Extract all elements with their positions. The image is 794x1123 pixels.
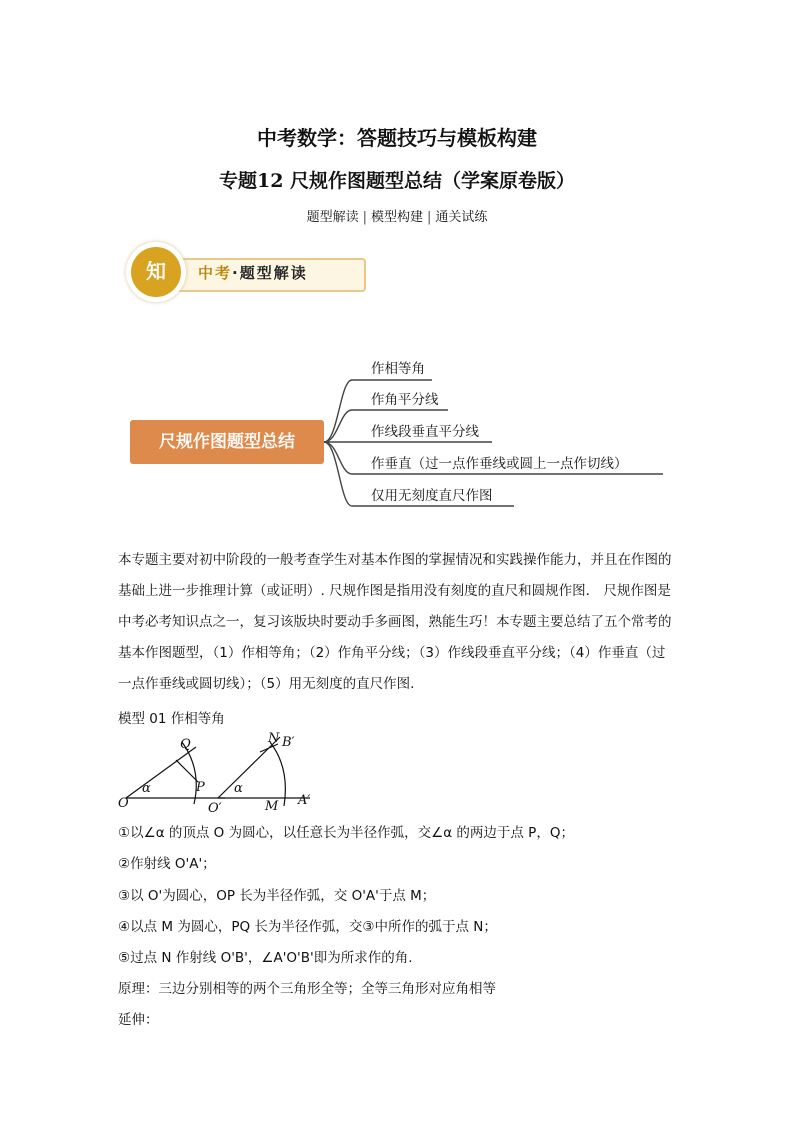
- connector-5: [324, 442, 352, 506]
- document-subtitle: 专题12 尺规作图题型总结（学案原卷版）: [218, 170, 576, 192]
- mindmap-branch-2: 作角平分线: [371, 392, 439, 408]
- step-4: ④以点 M 为圆心，PQ 长为半径作弧，交③中所作的弧于点 N；: [118, 919, 497, 935]
- document-title: 中考数学：答题技巧与模板构建: [257, 126, 537, 150]
- mindmap-branch-4: 作垂直（过一点作垂线或圆上一点作切线）: [371, 456, 628, 472]
- label-m: M: [265, 799, 279, 814]
- nav-item-model: 模型构建: [370, 210, 423, 225]
- mindmap-branch-1: 作相等角: [371, 361, 425, 377]
- label-p: P: [196, 780, 205, 795]
- section-nav: 题型解读 | 模型构建 | 通关试练: [306, 210, 488, 225]
- step-5: ⑤过点 N 作射线 O'B'，∠A'O'B'即为所求作的角.: [118, 950, 413, 966]
- right-ray-side: [218, 737, 280, 798]
- mindmap-root: 尺规作图题型总结: [130, 420, 324, 464]
- extension-label: 延伸：: [118, 1012, 159, 1028]
- section-banner: [126, 242, 366, 302]
- model-heading: 模型 01 作相等角: [118, 711, 225, 727]
- nav-item-interpretation: 题型解读: [306, 210, 359, 225]
- principle-text: 原理：三边分别相等的两个三角形全等；全等三角形对应角相等: [118, 981, 496, 997]
- label-q: Q: [180, 737, 191, 752]
- label-alpha-right: α: [234, 781, 243, 796]
- left-ray-side: [126, 747, 196, 798]
- label-o-prime: O′: [208, 801, 222, 816]
- label-a-prime: A′: [298, 793, 311, 808]
- right-arc: [270, 742, 285, 806]
- mindmap-branch-3: 作线段垂直平分线: [371, 424, 479, 440]
- label-alpha-left: α: [142, 781, 151, 796]
- step-1: ①以∠α 的顶点 O 为圆心，以任意长为半径作弧，交∠α 的两边于点 P，Q；: [118, 825, 574, 841]
- connector-1: [324, 380, 352, 442]
- label-o: O: [118, 796, 129, 811]
- label-b-prime: B′: [282, 735, 295, 750]
- step-3: ③以 O'为圆心，OP 长为半径作弧，交 O'A'于点 M；: [118, 888, 436, 904]
- connector-2: [324, 410, 352, 442]
- banner-label: 中考·题型解读: [198, 264, 308, 282]
- intro-paragraph: 本专题主要对初中阶段的一般考查学生对基本作图的掌握情况和实践操作能力，并且在作图的基础上进一步推理计算（或证明）. 尺规作图是指用没有刻度的直尺和圆规作图． 尺规作图是中考必考知识点之一，复习该版块时要动手多画图，熟能生巧！本专题主要总结了五个常考的基本作图题型，（1）作相等角；（2）作角平分线；（3）作线段垂直平分线；（4）作垂直（过一点作垂线或圆切线）；（5）用无刻度的直尺作图.: [118, 552, 672, 692]
- step-2: ②作射线 O'A'；: [118, 856, 216, 872]
- knowledge-badge-icon: 知: [126, 242, 186, 302]
- nav-item-practice: 通关试练: [435, 210, 488, 225]
- label-n: N: [268, 731, 280, 746]
- equal-angle-figure: [110, 728, 440, 818]
- mindmap-branch-5: 仅用无刻度直尺作图: [371, 488, 493, 504]
- connector-4: [324, 442, 352, 474]
